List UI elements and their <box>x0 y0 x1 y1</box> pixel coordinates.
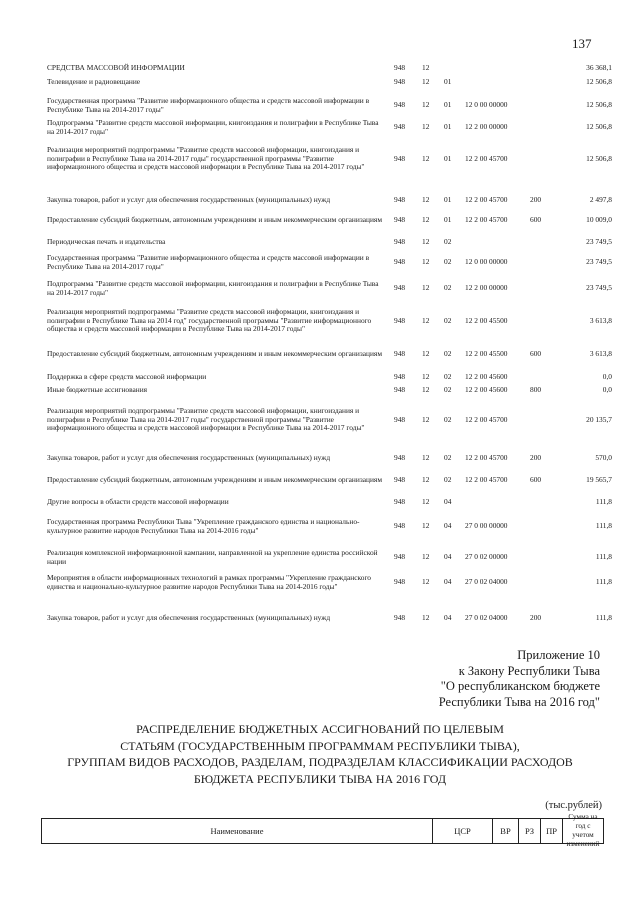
row-pr: 02 <box>444 372 452 381</box>
page-number: 137 <box>572 36 592 51</box>
row-rz: 12 <box>422 453 430 462</box>
header-pr: ПР <box>540 819 562 843</box>
title-line: РАСПРЕДЕЛЕНИЕ БЮДЖЕТНЫХ АССИГНОВАНИЙ ПО ЦЕЛЕВЫМ <box>136 722 504 736</box>
title-line: СТАТЬЯМ (ГОСУДАРСТВЕННЫМ ПРОГРАММАМ РЕСПУБЛИКИ ТЫВА), <box>120 738 520 753</box>
row-grbs: 948 <box>394 315 406 325</box>
document-title <box>40 721 600 787</box>
row-name: Подпрограмма "Развитие средств массовой информации, книгоиздания и полиграфии в Республике Тыва на 2014-2017 годы" <box>47 118 379 136</box>
row-rz: 12 <box>422 315 430 325</box>
row-rz: 12 <box>422 195 430 204</box>
row-vr: 200 <box>530 195 542 204</box>
row-amount: 570,0 <box>595 453 612 462</box>
row-rz: 12 <box>422 475 430 484</box>
row-amount: 12 506,8 <box>586 100 612 109</box>
row-csr: 12 0 00 00000 <box>465 257 508 266</box>
row-amount: 20 135,7 <box>586 414 612 424</box>
row-csr: 12 2 00 00000 <box>465 122 508 131</box>
row-vr: 600 <box>530 349 542 358</box>
row-csr: 12 2 00 45700 <box>465 153 508 163</box>
appendix-line: Республики Тыва на 2016 год" <box>438 694 600 709</box>
row-csr: 12 2 00 45500 <box>465 349 508 358</box>
row-name: Иные бюджетные ассигнования <box>47 385 148 394</box>
row-vr: 600 <box>530 215 542 224</box>
appendix-block <box>439 648 600 710</box>
row-name: Государственная программа "Развитие информационного общества и средств массовой информации в Республике Тыва на 2014-2017 годы" <box>47 253 370 271</box>
row-grbs: 948 <box>394 237 406 246</box>
row-csr: 12 2 00 45700 <box>465 414 508 424</box>
row-rz: 12 <box>422 122 430 131</box>
row-rz: 12 <box>422 215 430 224</box>
row-csr: 12 2 00 45600 <box>465 372 508 381</box>
row-csr: 12 2 00 45500 <box>465 315 508 325</box>
row-grbs: 948 <box>394 153 406 163</box>
row-pr: 02 <box>444 283 452 292</box>
row-rz: 12 <box>422 552 430 561</box>
row-grbs: 948 <box>394 497 406 506</box>
row-grbs: 948 <box>394 414 406 424</box>
row-pr: 01 <box>444 153 452 163</box>
row-grbs: 948 <box>394 349 406 358</box>
row-name: Подпрограмма "Развитие средств массовой информации, книгоиздания и полиграфии в Республике Тыва на 2014-2017 годы" <box>47 279 379 297</box>
row-pr: 02 <box>444 385 452 394</box>
row-name: Периодическая печать и издательства <box>47 237 166 246</box>
row-name: Мероприятия в области информационных технологий в рамках программы "Укрепление гражданского единства и национально-культурное развитие народов Республики Тыва на 2014-2016 годы" <box>47 573 371 591</box>
row-grbs: 948 <box>394 552 406 561</box>
row-amount: 12 506,8 <box>586 122 612 131</box>
row-pr: 04 <box>444 497 452 506</box>
row-rz: 12 <box>422 63 430 72</box>
row-pr: 01 <box>444 215 452 224</box>
row-rz: 12 <box>422 372 430 381</box>
row-csr: 12 2 00 45700 <box>465 453 508 462</box>
row-amount: 23 749,5 <box>586 283 612 292</box>
row-name: Предоставление субсидий бюджетным, автономным учреждениям и иным некоммерческим организациям <box>47 215 383 224</box>
row-pr: 01 <box>444 122 452 131</box>
row-pr: 02 <box>444 349 452 358</box>
row-amount: 23 749,5 <box>586 257 612 266</box>
appendix-line: Приложение 10 <box>517 648 600 662</box>
row-name: Предоставление субсидий бюджетным, автономным учреждениям и иным некоммерческим организациям <box>47 475 383 484</box>
row-pr: 01 <box>444 195 452 204</box>
row-name: Реализация мероприятий подпрограммы "Развитие средств массовой информации, книгоиздания и полиграфии в Республике Тыва на 2014 год" государственной программы "Развитие информационного общества и средств массовой информации в Республике Тыва на 2014-2017 годы" <box>47 307 372 334</box>
row-pr: 04 <box>444 521 452 530</box>
row-grbs: 948 <box>394 475 406 484</box>
row-grbs: 948 <box>394 63 406 72</box>
row-pr: 02 <box>444 315 452 325</box>
row-rz: 12 <box>422 577 430 586</box>
row-pr: 01 <box>444 77 452 86</box>
row-vr: 200 <box>530 453 542 462</box>
row-csr: 27 0 02 04000 <box>465 577 508 586</box>
row-rz: 12 <box>422 257 430 266</box>
row-rz: 12 <box>422 613 430 622</box>
row-rz: 12 <box>422 385 430 394</box>
row-csr: 12 2 00 45600 <box>465 385 508 394</box>
row-vr: 200 <box>530 613 542 622</box>
row-grbs: 948 <box>394 283 406 292</box>
row-grbs: 948 <box>394 77 406 86</box>
row-grbs: 948 <box>394 613 406 622</box>
row-grbs: 948 <box>394 122 406 131</box>
row-grbs: 948 <box>394 521 406 530</box>
row-rz: 12 <box>422 283 430 292</box>
row-name: Реализация мероприятий подпрограммы "Развитие средств массовой информации, книгоиздания и полиграфии в Республике Тыва на 2014-2017 годы" государственной программы "Развитие информационного общества и средств массовой информации в Республике Тыва на 2014-2017 годы" <box>47 406 365 433</box>
row-grbs: 948 <box>394 257 406 266</box>
row-rz: 12 <box>422 521 430 530</box>
header-rz: РЗ <box>518 819 540 843</box>
row-rz: 12 <box>422 77 430 86</box>
row-grbs: 948 <box>394 215 406 224</box>
appendix-line: "О республиканском бюджете <box>440 679 600 693</box>
row-amount: 12 506,8 <box>586 153 612 163</box>
row-amount: 111,8 <box>595 613 612 622</box>
row-pr: 02 <box>444 475 452 484</box>
row-name: Государственная программа "Развитие информационного общества и средств массовой информации в Республике Тыва на 2014-2017 годы" <box>47 96 370 114</box>
row-vr: 800 <box>530 385 542 394</box>
header-sum-line: Сумма на год с <box>568 813 598 830</box>
row-name: Реализация мероприятий подпрограммы "Развитие средств массовой информации, книгоиздания и полиграфии в Республике Тыва на 2014-2017 годы" государственной программы "Развитие информационного общества и средств массовой информации в Республике Тыва на 2014-2017 годы" <box>47 145 365 172</box>
row-amount: 23 749,5 <box>586 237 612 246</box>
row-pr: 01 <box>444 100 452 109</box>
row-amount: 10 009,0 <box>586 215 612 224</box>
appendix-line: к Закону Республики Тыва <box>458 663 600 678</box>
row-name: Другие вопросы в области средств массовой информации <box>47 497 229 506</box>
row-grbs: 948 <box>394 385 406 394</box>
row-name: Закупка товаров, работ и услуг для обеспечения государственных (муниципальных) нужд <box>47 613 331 622</box>
header-vr: ВР <box>492 819 518 843</box>
row-name: Закупка товаров, работ и услуг для обеспечения государственных (муниципальных) нужд <box>47 195 331 204</box>
row-rz: 12 <box>422 237 430 246</box>
row-grbs: 948 <box>394 577 406 586</box>
row-csr: 12 2 00 00000 <box>465 283 508 292</box>
row-amount: 111,8 <box>595 577 612 586</box>
row-csr: 12 2 00 45700 <box>465 215 508 224</box>
row-grbs: 948 <box>394 453 406 462</box>
row-csr: 27 0 00 00000 <box>465 521 508 530</box>
row-amount: 12 506,8 <box>586 77 612 86</box>
title-line: БЮДЖЕТА РЕСПУБЛИКИ ТЫВА НА 2016 ГОД <box>193 771 447 786</box>
row-name: Предоставление субсидий бюджетным, автономным учреждениям и иным некоммерческим организациям <box>47 349 383 358</box>
row-amount: 111,8 <box>595 497 612 506</box>
row-amount: 3 613,8 <box>589 315 612 325</box>
row-rz: 12 <box>422 349 430 358</box>
row-pr: 04 <box>444 577 452 586</box>
row-pr: 02 <box>444 414 452 424</box>
row-amount: 36 368,1 <box>586 63 612 72</box>
row-amount: 111,8 <box>595 521 612 530</box>
header-sum-line: учетом изменений <box>566 831 600 848</box>
row-rz: 12 <box>422 100 430 109</box>
row-pr: 04 <box>444 613 452 622</box>
header-sum <box>562 813 603 848</box>
title-line: ГРУППАМ ВИДОВ РАСХОДОВ, РАЗДЕЛАМ, ПОДРАЗДЕЛАМ КЛАССИФИКАЦИИ РАСХОДОВ <box>67 755 573 769</box>
row-grbs: 948 <box>394 100 406 109</box>
row-vr: 600 <box>530 475 542 484</box>
row-name: Реализация комплексной информационной кампании, направленной на укрепление единства российской нации <box>47 548 378 566</box>
row-csr: 27 0 02 00000 <box>465 552 508 561</box>
row-csr: 12 2 00 45700 <box>465 195 508 204</box>
header-name: Наименование <box>210 825 264 836</box>
row-amount: 2 497,8 <box>589 195 612 204</box>
row-csr: 12 0 00 00000 <box>465 100 508 109</box>
row-name: Закупка товаров, работ и услуг для обеспечения государственных (муниципальных) нужд <box>47 453 331 462</box>
row-csr: 27 0 02 04000 <box>465 613 508 622</box>
row-amount: 111,8 <box>595 552 612 561</box>
header-csr: ЦСР <box>432 819 492 843</box>
row-name: Государственная программа Республики Тыва "Укрепление гражданского единства и национально-культурное развитие народов Республики Тыва на 2014-2016 годы" <box>47 517 360 535</box>
row-csr: 12 2 00 45700 <box>465 475 508 484</box>
row-pr: 02 <box>444 453 452 462</box>
unit-note: (тыс.рублей) <box>545 800 602 811</box>
row-pr: 04 <box>444 552 452 561</box>
row-pr: 02 <box>444 257 452 266</box>
row-name: СРЕДСТВА МАССОВОЙ ИНФОРМАЦИИ <box>47 63 185 72</box>
row-amount: 0,0 <box>602 372 612 381</box>
column-header-table <box>41 813 604 848</box>
row-pr: 02 <box>444 237 452 246</box>
row-rz: 12 <box>422 153 430 163</box>
row-amount: 19 565,7 <box>586 475 612 484</box>
row-amount: 3 613,8 <box>589 349 612 358</box>
row-rz: 12 <box>422 497 430 506</box>
row-grbs: 948 <box>394 195 406 204</box>
row-amount: 0,0 <box>602 385 612 394</box>
row-grbs: 948 <box>394 372 406 381</box>
row-name: Поддержка в сфере средств массовой информации <box>47 372 207 381</box>
row-rz: 12 <box>422 414 430 424</box>
row-name: Телевидение и радиовещание <box>47 77 141 86</box>
